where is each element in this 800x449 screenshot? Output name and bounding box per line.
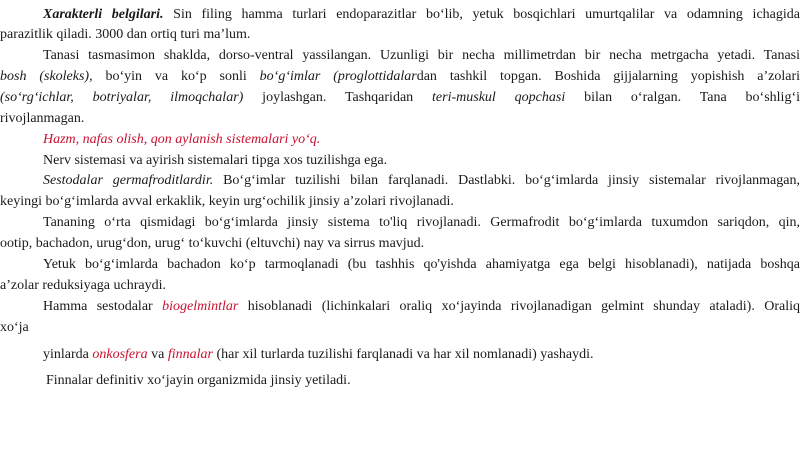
- paragraph-8-line-2: xo‘ja: [0, 320, 29, 335]
- paragraph-1-text: Sin filing hamma turlari endoparazitlar bo‘lib, yetuk bosqichlari umurtqalilar va odamning ichagida: [163, 7, 800, 22]
- heading-xarakterli-belgilari: Xarakterli belgilari.: [43, 7, 164, 22]
- term-onkosfera: onkosfera: [92, 347, 148, 362]
- paragraph-7-line-1: Yetuk bo‘g‘imlarda bachadon ko‘p tarmoqlanadi (bu tashhis qo'yishda ahamiyatga ega belgi hisoblanadi), natijada boshqa: [43, 257, 800, 272]
- paragraph-2-line-2: bosh (skoleks), bo‘yin va ko‘p sonli bo‘g‘imlar (proglottidalardan tashkil topgan. Boshida gijjalarning yopishish a’zolari: [0, 69, 800, 84]
- paragraph-5-line-1: Sestodalar germafroditlardir. Bo‘g‘imlar tuzilishi bilan farqlanadi. Dastlabki. bo‘g‘imlarda jinsiy sistemalar rivojlanmagan,: [43, 173, 800, 188]
- term-sestodalar-germafroditlardir: Sestodalar germafroditlardir.: [43, 173, 214, 188]
- paragraph-7-line-2: a’zolar reduksiyaga uchraydi.: [0, 278, 166, 293]
- paragraph-2-line-1: Tanasi tasmasimon shaklda, dorso-ventral yassilangan. Uzunligi bir necha millimetrdan bir necha metrgacha yetadi. Tanasi: [43, 48, 800, 63]
- paragraph-9: Finnalar definitiv xo‘jayin organizmida jinsiy yetiladi.: [46, 373, 351, 388]
- paragraph-8-line-3: yinlarda onkosfera va finnalar (har xil turlarda tuzilishi farqlanadi va har xil nomlanadi) yashaydi.: [43, 347, 594, 362]
- paragraph-4: Nerv sistemasi va ayirish sistemalari tipga xos tuzilishga ega.: [43, 153, 388, 168]
- paragraph-5-line-2: keyingi bo‘g‘imlarda avval erkaklik, keyin urg‘ochilik jinsiy a’zolari rivojlanadi.: [0, 194, 454, 209]
- term-teri-muskul-qopchasi: teri-muskul qopchasi: [432, 90, 566, 105]
- paragraph-2-line-3: (so‘rg‘ichlar, botriyalar, ilmoqchalar) joylashgan. Tashqaridan teri-muskul qopchasi bilan o‘ralgan. Tana bo‘shlig‘i: [0, 90, 800, 105]
- paragraph-2-line-4: rivojlanmagan.: [0, 111, 85, 126]
- term-bosh-skoleks: bosh (skoleks),: [0, 69, 93, 84]
- term-sorgichlar: (so‘rg‘ichlar, botriyalar, ilmoqchalar): [0, 90, 244, 105]
- paragraph-3-highlight: Hazm, nafas olish, qon aylanish sistemalari yo‘q.: [43, 132, 321, 147]
- paragraph-6-line-1: Tananing o‘rta qismidagi bo‘g‘imlarda jinsiy sistema to'liq rivojlanadi. Germafrodit bo‘g‘imlarda tuxumdon sariqdon, qin,: [43, 215, 800, 230]
- paragraph-8-line-1: Hamma sestodalar biogelmintlar hisoblanadi (lichinkalari oraliq xo‘jayinda rivojlanadigan gelmint shunday ataladi). Oraliq: [43, 299, 800, 314]
- term-biogelmintlar: biogelmintlar: [162, 299, 239, 314]
- paragraph-1-line-1: [43, 5, 800, 25]
- paragraph-6-line-2: ootip, bachadon, urug‘don, urug‘ to‘kuvchi (eltuvchi) nay va sirrus mavjud.: [0, 236, 425, 251]
- term-bogimlar: bo‘g‘imlar (proglottidalar: [259, 69, 417, 84]
- term-finnalar: finnalar: [167, 347, 213, 362]
- paragraph-1-line-2: parazitlik qiladi. 3000 dan ortiq turi ma’lum.: [0, 27, 251, 42]
